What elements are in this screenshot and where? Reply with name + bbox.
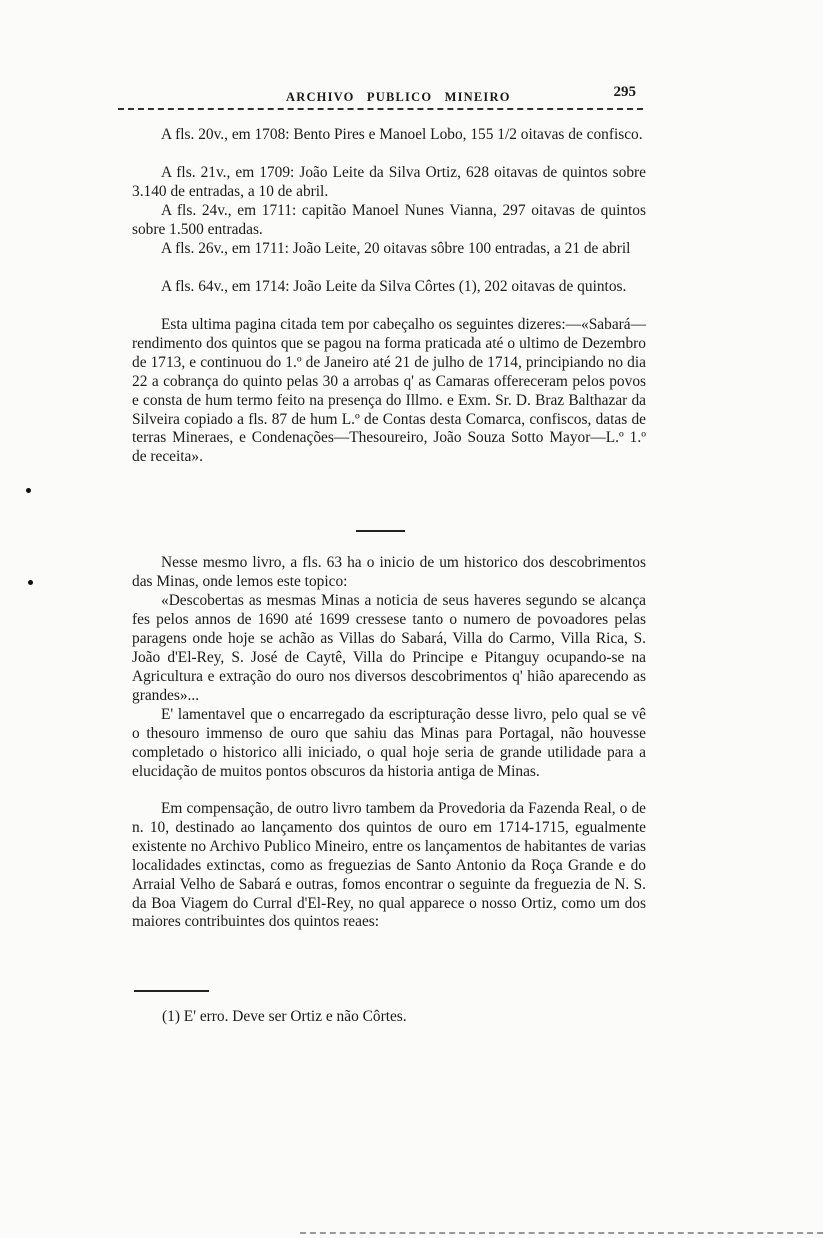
margin-mark <box>28 580 33 585</box>
running-header <box>118 84 646 106</box>
header-title: ARCHIVO PUBLICO MINEIRO <box>286 90 511 104</box>
footnote-rule <box>134 990 209 992</box>
page-number: 295 <box>613 84 636 100</box>
section-separator <box>356 530 405 532</box>
paragraph-compensacao: Em compensação, de outro livro tambem da Provedoria da Fazenda Real, o de n. 10, destinado ao lançamento dos quintos de ouro em 1714-1715, egualmente existente no Archivo Publico Mineiro, entre os lançamentos de habitantes de varias localidades extinctas, como as freguezias de Santo Antonio da Roça Grande e do Arraial Velho de Sabará e outras, fomos encontrar o seguinte da freguezia de N. S. da Boa Viagem do Curral d'El-Rey, no qual apparece o nosso Ortiz, como um dos maiores contribuintes dos quintos reaes: <box>132 800 646 931</box>
header-rule <box>118 108 643 110</box>
paragraph-lamentavel: E' lamentavel que o encarregado da escripturação desse livro, pelo qual se vê o thesouro immenso de ouro que sahiu das Minas para Portagal, não houvesse completado o historico alli iniciado, o qual hoje seria de grande utilidade para a elucidação de muitos pontos obscuros da historia antiga de Minas. <box>132 706 646 780</box>
paragraph-fls-64v: A fls. 64v., em 1714: João Leite da Silva Côrtes (1), 202 oitavas de quintos. <box>161 278 627 295</box>
paragraph-quote-descobertas: «Descobertas as mesmas Minas a noticia de seus haveres segundo se alcança fes pelos annos de 1690 até 1699 cressese tanto o numero de povoadores pelas paragens onde hoje se achão as Villas do Sabará, Villa do Carmo, Villa Rica, S. João d'El-Rey, S. José de Caytê, Villa do Principe e Pitanguy ocupando-se na Agricultura e extração do ouro nos diversos descobrimentos q' hião aparecendo as grandes»... <box>132 592 646 704</box>
paragraph-cabecalho: Esta ultima pagina citada tem por cabeçalho os seguintes dizeres:—«Sabará—rendimento dos quintos que se pagou na forma praticada até o ultimo de Dezembro de 1713, e continuou do 1.º de Janeiro até 21 de julho de 1714, principiando no dia 22 a cobrança do quinto pelas 30 a arrobas q' as Camaras offereceram pelos povos e consta de hum termo feito na presença do Illmo. e Exm. Sr. D. Braz Balthazar da Silveira copiado a fls. 87 de hum L.º de Contas desta Comarca, confiscos, datas de terras Mineraes, e Condenações—Thesoureiro, João Souza Sotto Mayor—L.º 1.º de receita». <box>132 316 646 466</box>
paragraph-fls-20v: A fls. 20v., em 1708: Bento Pires e Manoel Lobo, 155 1/2 oitavas de confisco. <box>161 126 643 143</box>
footnote: (1) E' erro. Deve ser Ortiz e não Côrtes. <box>162 1008 407 1025</box>
scan-edge <box>300 1232 823 1234</box>
paragraph-fls-26v: A fls. 26v., em 1711: João Leite, 20 oitavas sôbre 100 entradas, a 21 de abril <box>161 240 631 257</box>
paragraph-fls-21v: A fls. 21v., em 1709: João Leite da Silva Ortiz, 628 oitavas de quintos sobre 3.140 de entradas, a 10 de abril. <box>132 164 646 200</box>
paragraph-fls-24v: A fls. 24v., em 1711: capitão Manoel Nunes Vianna, 297 oitavas de quintos sobre 1.500 entradas. <box>132 202 646 238</box>
paragraph-historico: Nesse mesmo livro, a fls. 63 ha o inicio de um historico dos descobrimentos das Minas, onde lemos este topico: <box>132 554 646 590</box>
margin-mark <box>26 488 31 493</box>
